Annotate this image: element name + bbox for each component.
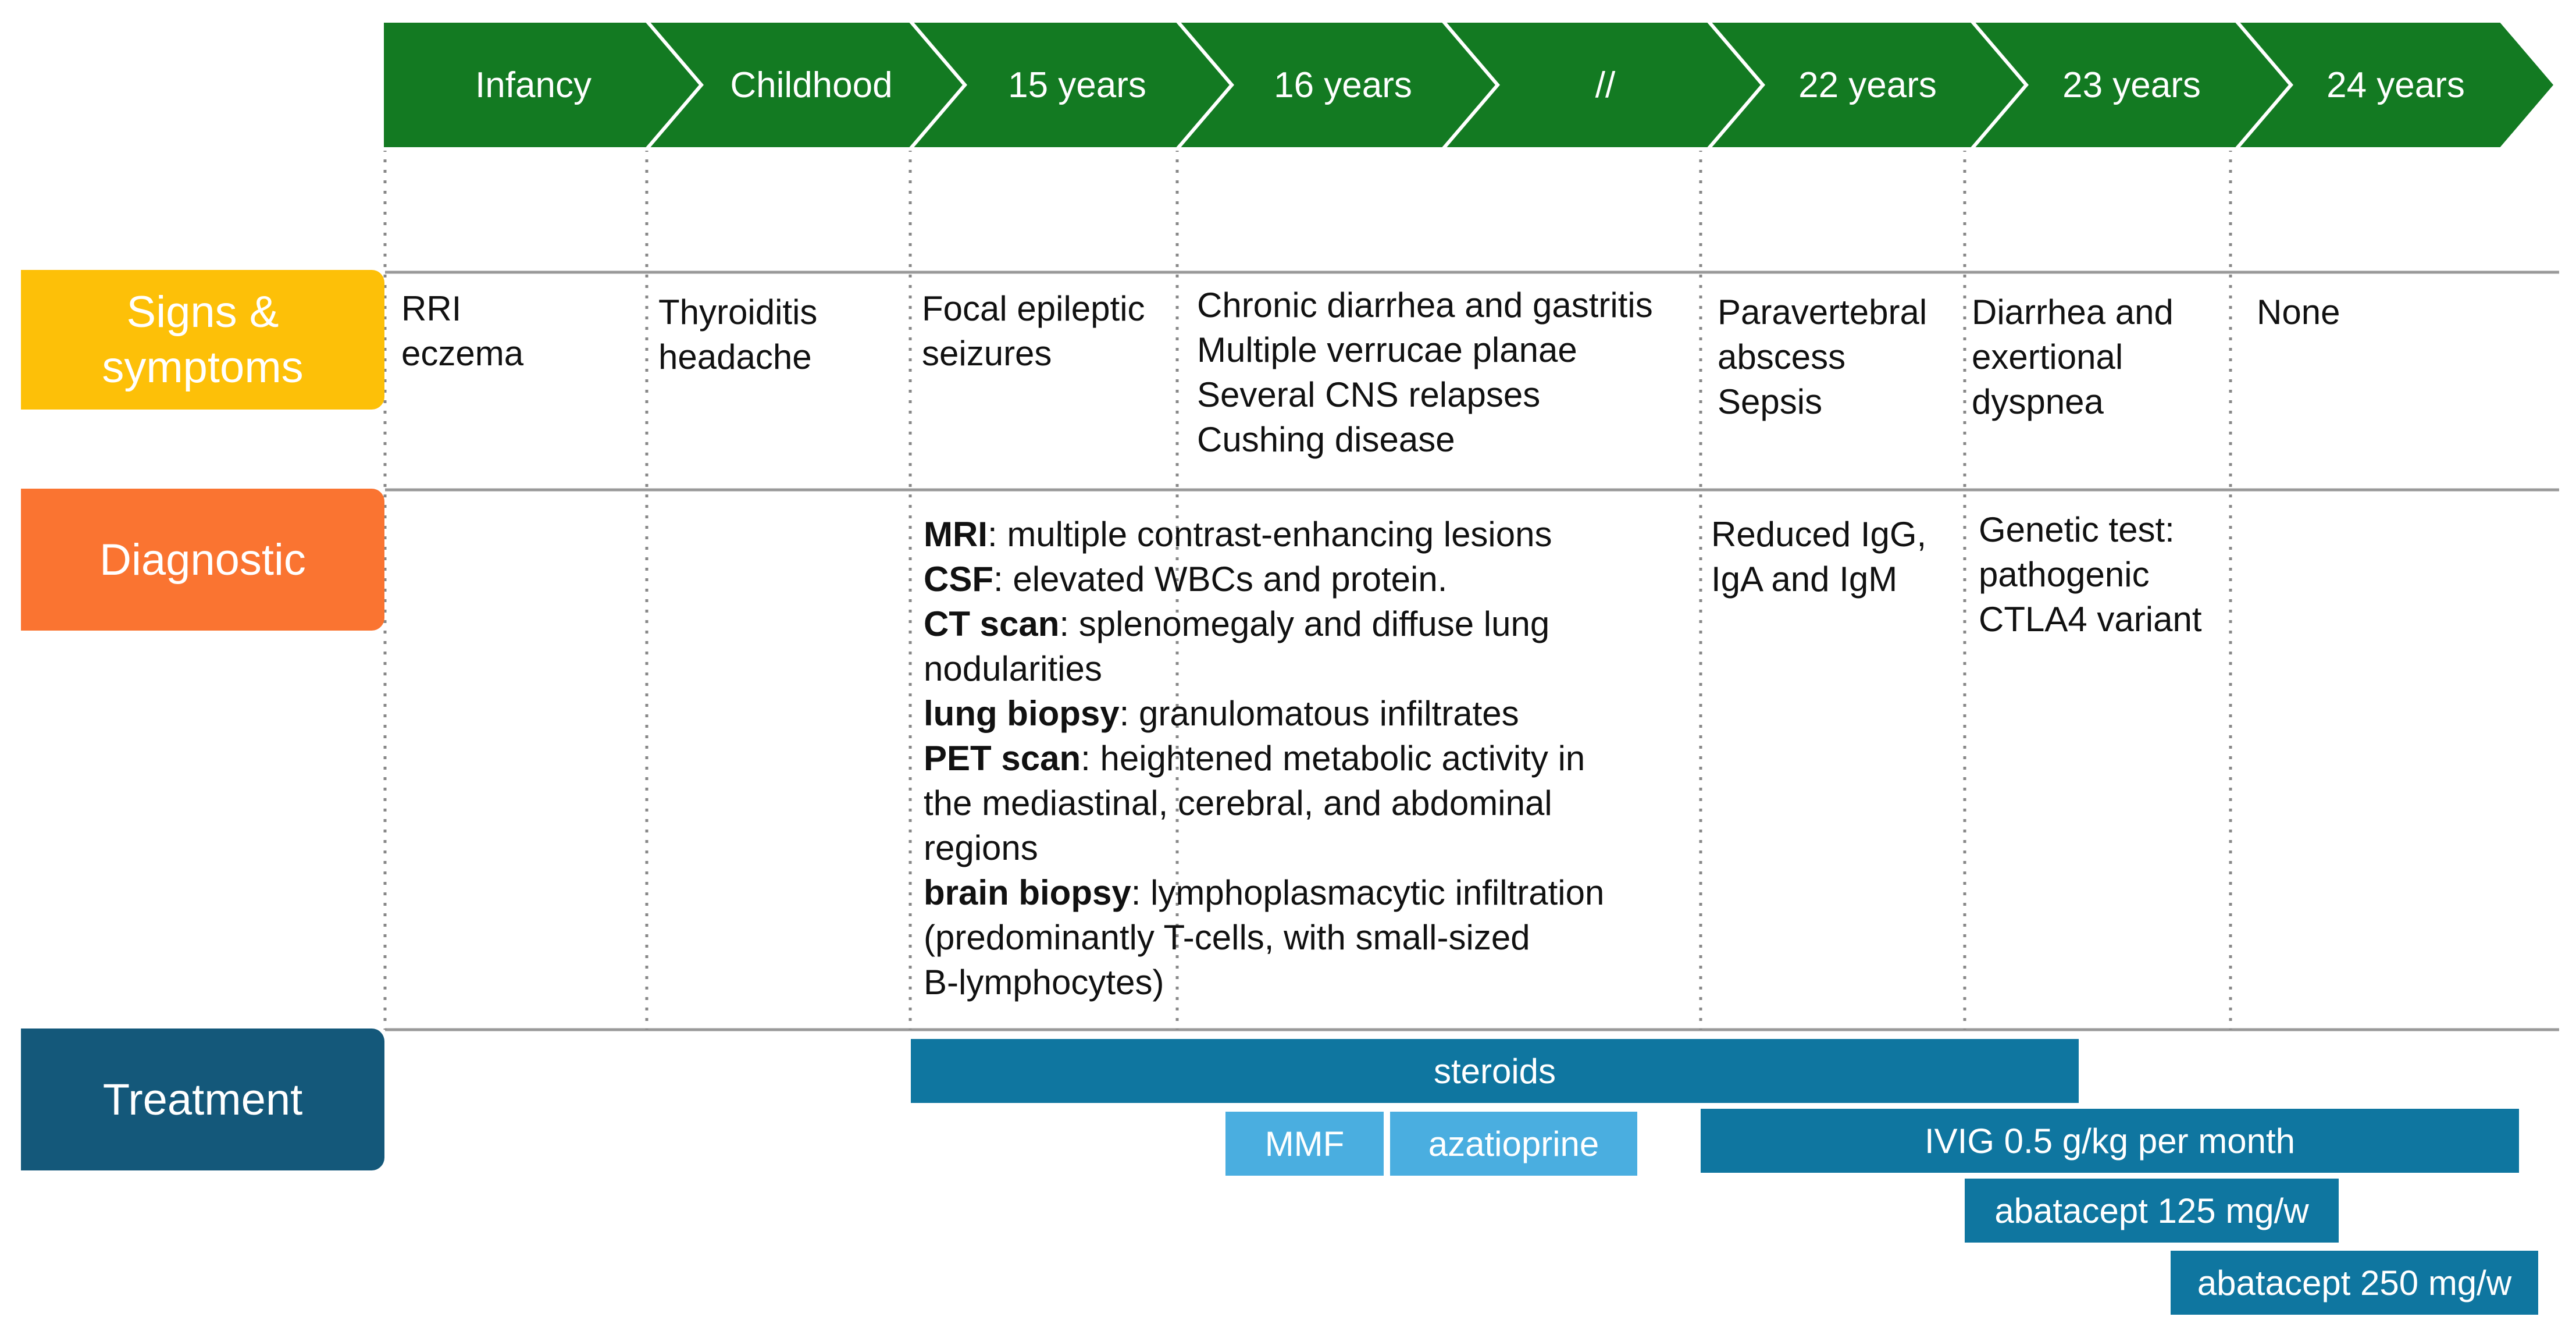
treatment-bar-ivig: IVIG 0.5 g/kg per month <box>1701 1109 2519 1173</box>
signs-infancy: RRI eczema <box>401 289 524 373</box>
diagnostic-text: : multiple contrast-enhancing lesions <box>987 515 1552 554</box>
diagnostic-line <box>924 646 1604 691</box>
diagnostic-15-years <box>924 512 1604 1005</box>
diagnostic-22-years: Reduced IgG, IgA and IgM <box>1711 515 1927 599</box>
signs-23-years: Diarrhea and exertional dyspnea <box>1972 293 2174 421</box>
stage-15-years: 15 years <box>1008 65 1146 105</box>
diagnostic-term: CSF <box>924 560 993 599</box>
row-label-diagnostic: Diagnostic <box>21 489 384 631</box>
treatment-bar-azathioprine: azatioprine <box>1390 1112 1637 1176</box>
diagnostic-line <box>924 781 1604 825</box>
diagnostic-line <box>924 602 1604 646</box>
stage-gap: // <box>1595 65 1616 105</box>
stage-16-years: 16 years <box>1274 65 1412 105</box>
diagnostic-term: lung biopsy <box>924 694 1120 733</box>
signs-24-years: None <box>2257 293 2340 332</box>
diagnostic-line <box>924 691 1604 736</box>
diagnostic-line <box>924 870 1604 915</box>
stage-23-years: 23 years <box>2062 65 2201 105</box>
diagnostic-text: B-lymphocytes) <box>924 963 1164 1002</box>
diagnostic-term: CT scan <box>924 604 1060 643</box>
stage-childhood: Childhood <box>730 65 893 105</box>
diagnostic-text: : granulomatous infiltrates <box>1119 694 1519 733</box>
diagnostic-text: : splenomegaly and diffuse lung <box>1059 604 1550 643</box>
diagnostic-line <box>924 736 1604 781</box>
diagnostic-term: brain biopsy <box>924 873 1131 912</box>
diagnostic-line <box>924 825 1604 870</box>
diagnostic-text: : lymphoplasmacytic infiltration <box>1131 873 1605 912</box>
treatment-bar-steroids: steroids <box>911 1039 2079 1103</box>
signs-22-years: Paravertebral abscess Sepsis <box>1718 293 1927 421</box>
signs-15-years: Focal epileptic seizures <box>922 289 1145 373</box>
row-label-signs: Signs & symptoms <box>21 270 384 410</box>
row-label-treatment: Treatment <box>21 1028 384 1170</box>
stage-22-years: 22 years <box>1798 65 1937 105</box>
diagnostic-line <box>924 557 1604 602</box>
diagnostic-23-years: Genetic test: pathogenic CTLA4 variant <box>1979 510 2202 639</box>
signs-childhood: Thyroiditis headache <box>658 293 818 376</box>
diagnostic-line <box>924 512 1604 557</box>
diagnostic-text: : heightened metabolic activity in <box>1081 739 1585 778</box>
treatment-bar-abatacept-250: abatacept 250 mg/w <box>2171 1251 2538 1315</box>
diagnostic-text: nodularities <box>924 649 1102 688</box>
treatment-bar-abatacept-125: abatacept 125 mg/w <box>1965 1179 2339 1243</box>
diagnostic-text: (predominantly T-cells, with small-sized <box>924 918 1530 957</box>
diagnostic-term: PET scan <box>924 739 1081 778</box>
stage-24-years: 24 years <box>2326 65 2465 105</box>
diagnostic-text: regions <box>924 828 1038 867</box>
diagnostic-text: the mediastinal, cerebral, and abdominal <box>924 784 1552 823</box>
diagnostic-term: MRI <box>924 515 988 554</box>
treatment-bar-mmf: MMF <box>1225 1112 1384 1176</box>
signs-16-years: Chronic diarrhea and gastritis Multiple verrucae planae Several CNS relapses Cushing disease <box>1197 286 1653 459</box>
diagnostic-line <box>924 915 1604 960</box>
diagnostic-line <box>924 960 1604 1005</box>
stage-infancy: Infancy <box>475 65 592 105</box>
diagnostic-text: : elevated WBCs and protein. <box>993 560 1448 599</box>
